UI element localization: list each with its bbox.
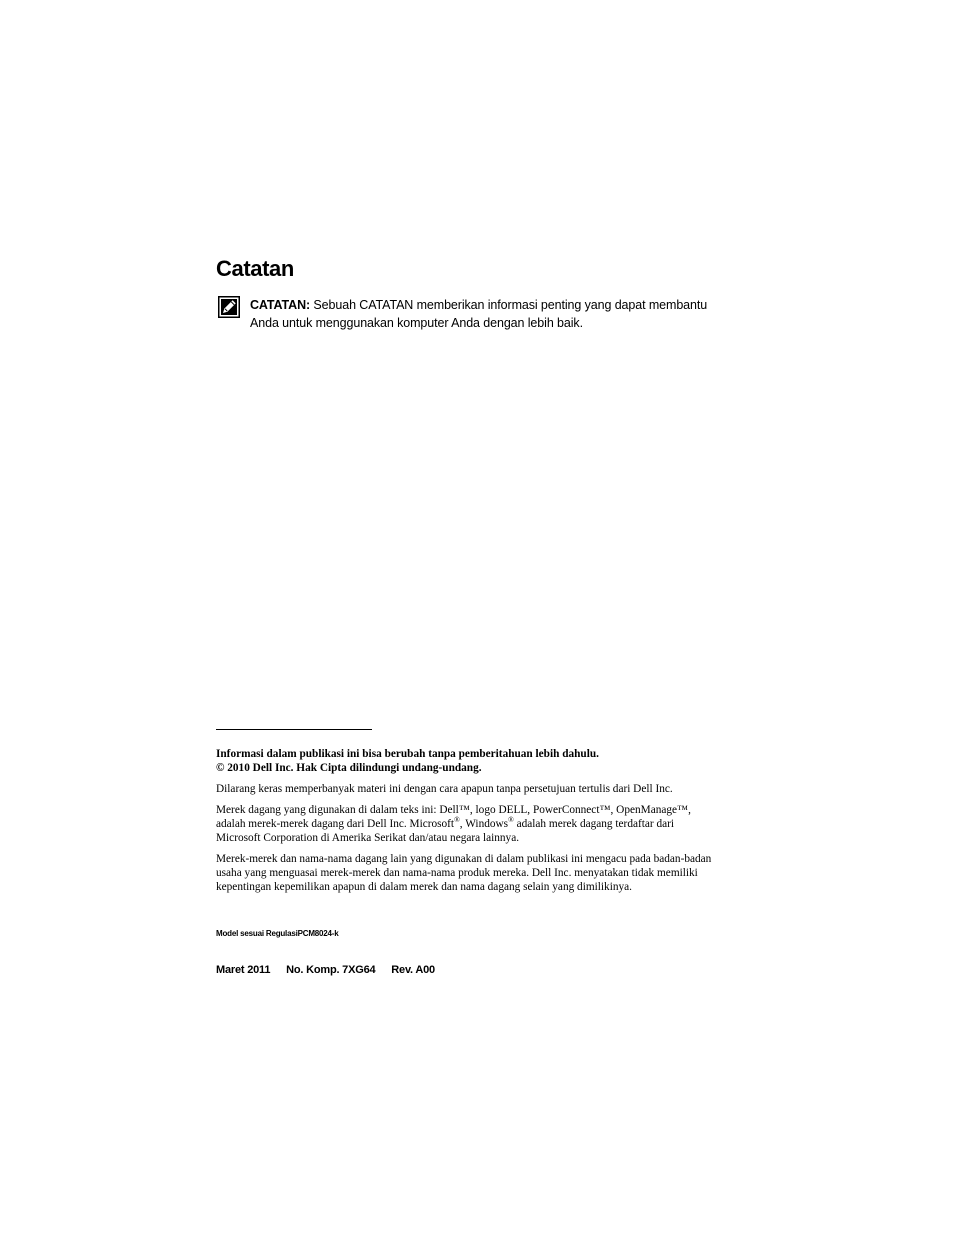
part-number: No. Komp. 7XG64 [286,964,376,976]
revision: Rev. A00 [391,964,435,976]
copyright-line: © 2010 Dell Inc. Hak Cipta dilindungi undang-undang. [216,762,482,774]
trademark-notice [216,803,721,845]
page-title: Catatan [216,256,294,281]
publication-date: Maret 2011 [216,964,271,976]
legal-change-notice: Informasi dalam publikasi ini bisa berubah tanpa pemberitahuan lebih dahulu. [216,748,599,760]
note-block [250,296,730,332]
pencil-icon [218,296,240,318]
trademark-text-a: Merek dagang yang digunakan di dalam teks ini: Dell™, logo DELL, PowerConnect™, OpenManage™, adalah merek-merek dagang dari Dell Inc. Microsoft [216,804,691,830]
document-footer [216,964,448,976]
registered-mark: ® [454,815,460,825]
regulatory-model: Model sesuai RegulasiPCM8024-k [216,929,339,938]
legal-header [216,747,721,775]
legal-notice [216,747,721,901]
note-label: CATATAN: [250,298,311,312]
registered-mark: ® [508,815,514,825]
note-text: Sebuah CATATAN memberikan informasi penting yang dapat membantu Anda untuk menggunakan komputer Anda dengan lebih baik. [250,298,708,330]
other-marks-notice: Merek-merek dan nama-nama dagang lain yang digunakan di dalam publikasi ini mengacu pada badan-badan usaha yang menguasai merek-merek dan nama-nama produk mereka. Dell Inc. menyatakan tidak memiliki kepentingan kepemilikan apapun di dalam merek dan nama dagang selain yang dimilikinya. [216,853,712,893]
trademark-text-b: , Windows [459,818,509,830]
footnote-divider [216,729,372,730]
trademark-text-c: adalah merek dagang terdaftar dari Microsoft Corporation di Amerika Serikat dan/atau negara lainnya. [216,818,675,844]
reproduction-notice: Dilarang keras memperbanyak materi ini dengan cara apapun tanpa persetujuan tertulis dari Dell Inc. [216,783,673,795]
